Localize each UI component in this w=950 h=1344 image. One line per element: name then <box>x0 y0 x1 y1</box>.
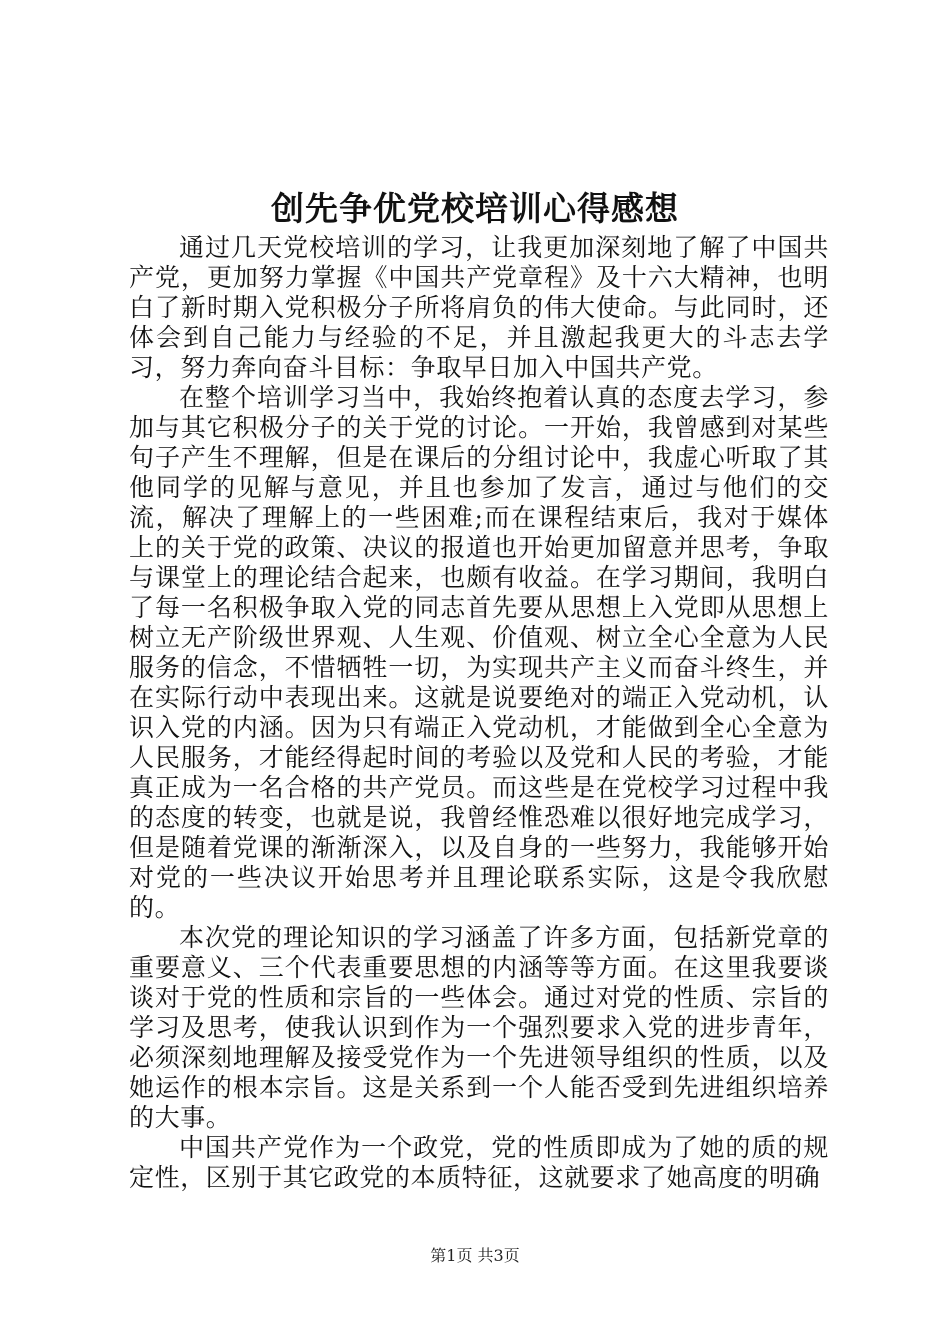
paragraph-2: 在整个培训学习当中，我始终抱着认真的态度去学习，参加与其它积极分子的关于党的讨论。一开始，我曾感到对某些句子产生不理解，但是在课后的分组讨论中，我虚心听取了其他同学的见解与意见，并且也参加了发言，通过与他们的交流，解决了理解上的一些困难;而在课程结束后，我对于媒体上的关于党的政策、决议的报道也开始更加留意并思考，争取与课堂上的理论结合起来，也颇有收益。在学习期间，我明白了每一名积极争取入党的同志首先要从思想上入党即从思想上树立无产阶级世界观、人生观、价值观、树立全心全意为人民服务的信念，不惜牺牲一切，为实现共产主义而奋斗终生，并在实际行动中表现出来。这就是说要绝对的端正入党动机，认识入党的内涵。因为只有端正入党动机，才能做到全心全意为人民服务，才能经得起时间的考验以及党和人民的考验，才能真正成为一名合格的共产党员。而这些是在党校学习过程中我的态度的转变，也就是说，我曾经惟恐难以很好地完成学习，但是随着党课的渐渐深入，以及自身的一些努力，我能够开始对党的一些决议开始思考并且理论联系实际，这是令我欣慰的。 <box>129 383 829 922</box>
document-title: 创先争优党校培训心得感想 <box>271 189 679 228</box>
paragraph-3: 本次党的理论知识的学习涵盖了许多方面，包括新党章的重要意义、三个代表重要思想的内涵等等方面。在这里我要谈谈对于党的性质和宗旨的一些体会。通过对党的性质、宗旨的学习及思考，使我认识到作为一个强烈要求入党的进步青年，必须深刻地理解及接受党作为一个先进领导组织的性质，以及她运作的根本宗旨。这是关系到一个人能否受到先进组织培养的大事。 <box>129 923 829 1132</box>
page-number-footer: 第1页 共3页 <box>430 1246 520 1265</box>
paragraph-4: 中国共产党作为一个政党，党的性质即成为了她的质的规定性，区别于其它政党的本质特征，这就要求了她高度的明确 <box>129 1133 829 1192</box>
document-body <box>129 233 829 1193</box>
paragraph-1: 通过几天党校培训的学习，让我更加深刻地了解了中国共产党，更加努力掌握《中国共产党章程》及十六大精神，也明白了新时期入党积极分子所将肩负的伟大使命。与此同时，还体会到自己能力与经验的不足，并且激起我更大的斗志去学习，努力奔向奋斗目标：争取早日加入中国共产党。 <box>129 233 829 382</box>
